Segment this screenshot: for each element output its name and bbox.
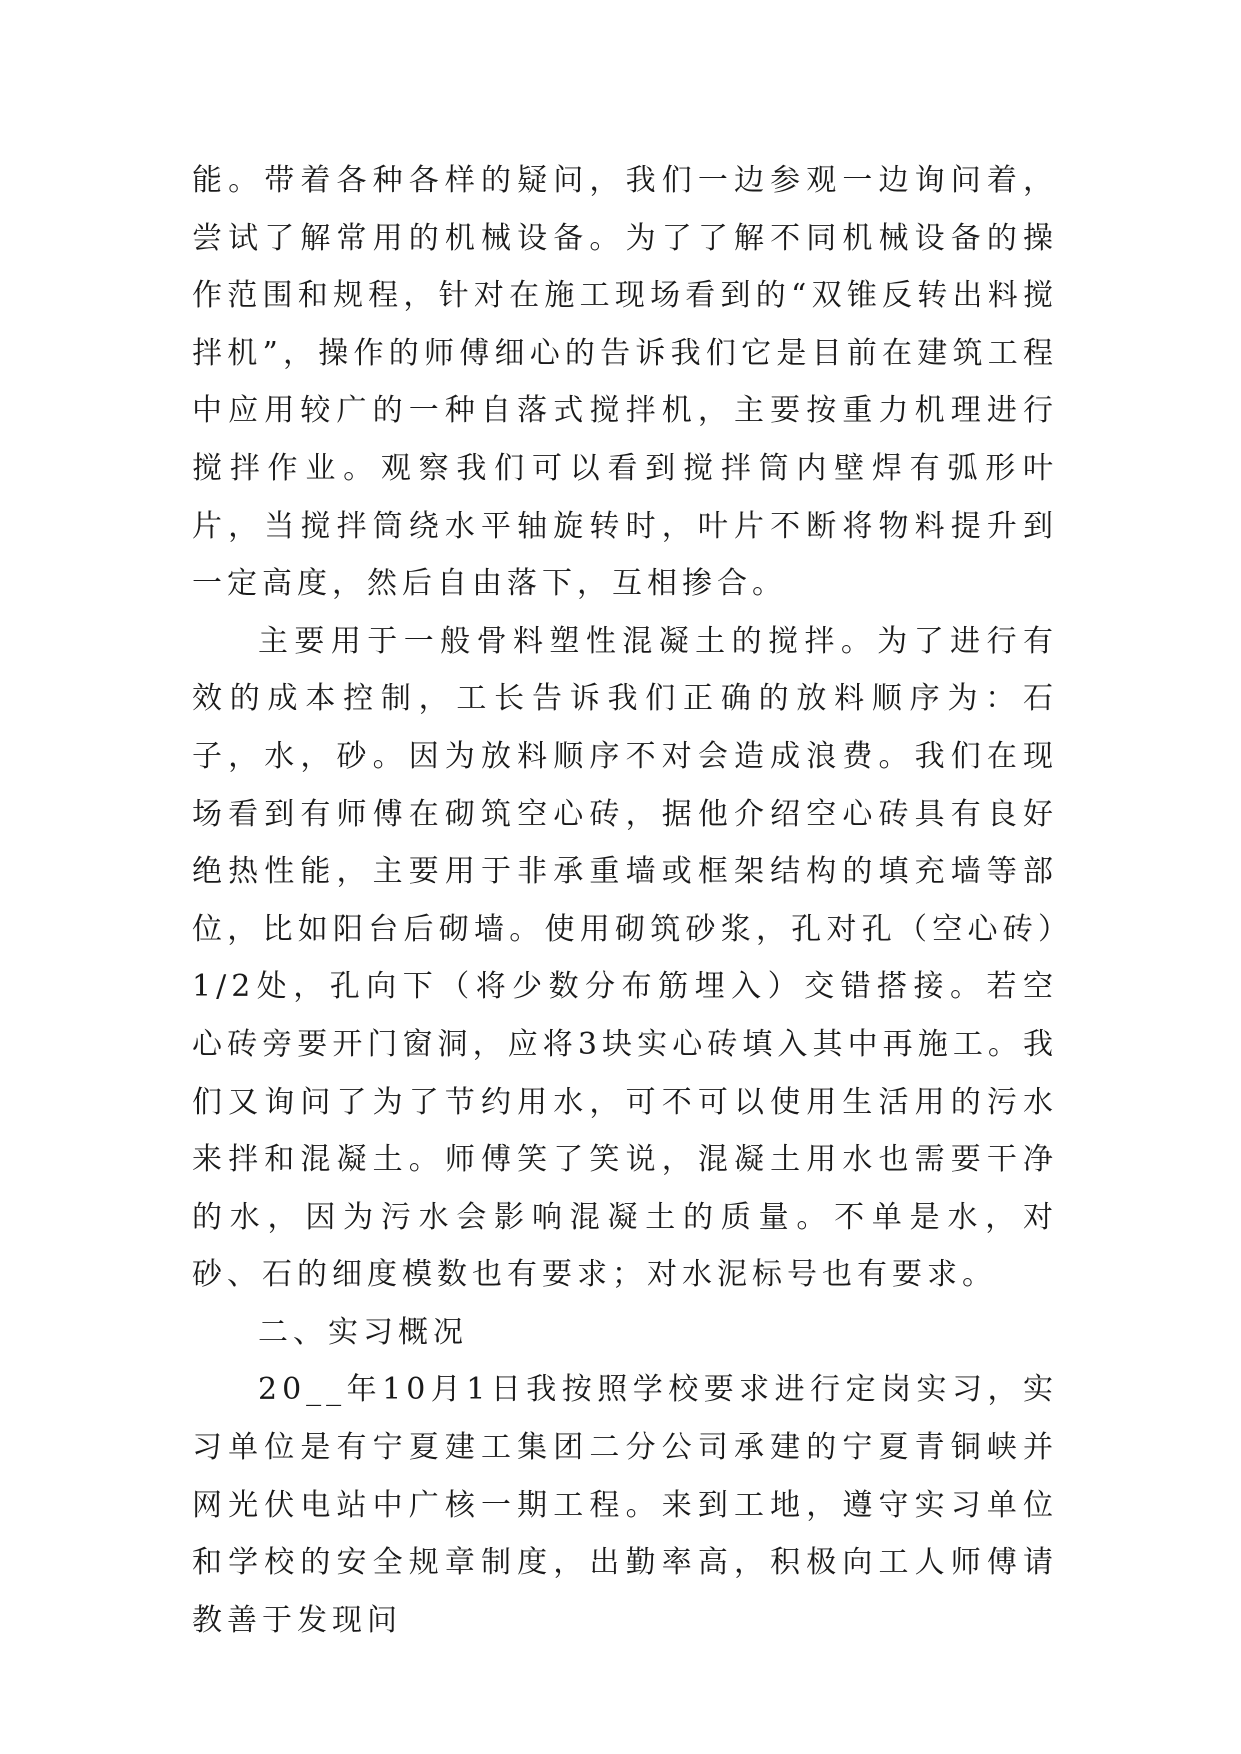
section-heading-internship-overview: 二、实习概况 bbox=[258, 1314, 468, 1350]
body-text bbox=[192, 152, 1058, 1649]
paragraph-mixing-and-hollow-brick: 主要用于一般骨料塑性混凝土的搅拌。为了进行有效的成本控制，工长告诉我们正确的放料顺序为：石子，水，砂。因为放料顺序不对会造成浪费。我们在现场看到有师傅在砌筑空心砖，据他介绍空心砖具有良好绝热性能，主要用于非承重墙或框架结构的填充墙等部位，比如阳台后砌墙。使用砌筑砂浆，孔对孔（空心砖）1/2处，孔向下（将少数分布筋埋入）交错搭接。若空心砖旁要开门窗洞，应将3块实心砖填入其中再施工。我们又询问了为了节约用水，可不可以使用生活用的污水来拌和混凝土。师傅笑了笑说，混凝土用水也需要干净的水，因为污水会影响混凝土的质量。不单是水，对砂、石的细度模数也有要求；对水泥标号也有要求。 bbox=[192, 623, 1058, 1293]
paragraph-internship-overview: 20__年10月1日我按照学校要求进行定岗实习，实习单位是有宁夏建工集团二分公司承建的宁夏青铜峡并网光伏电站中广核一期工程。来到工地，遵守实习单位和学校的安全规章制度，出勤率高，积极向工人师傅请教善于发现问 bbox=[192, 1372, 1058, 1638]
paragraph-continuation: 能。带着各种各样的疑问，我们一边参观一边询问着，尝试了解常用的机械设备。为了了解不同机械设备的操作范围和规程，针对在施工现场看到的“双锥反转出料搅拌机”，操作的师傅细心的告诉我们它是目前在建筑工程中应用较广的一种自落式搅拌机，主要按重力机理进行搅拌作业。观察我们可以看到搅拌筒内壁焊有弧形叶片，当搅拌筒绕水平轴旋转时，叶片不断将物料提升到一定高度，然后自由落下，互相掺合。 bbox=[192, 163, 1058, 602]
